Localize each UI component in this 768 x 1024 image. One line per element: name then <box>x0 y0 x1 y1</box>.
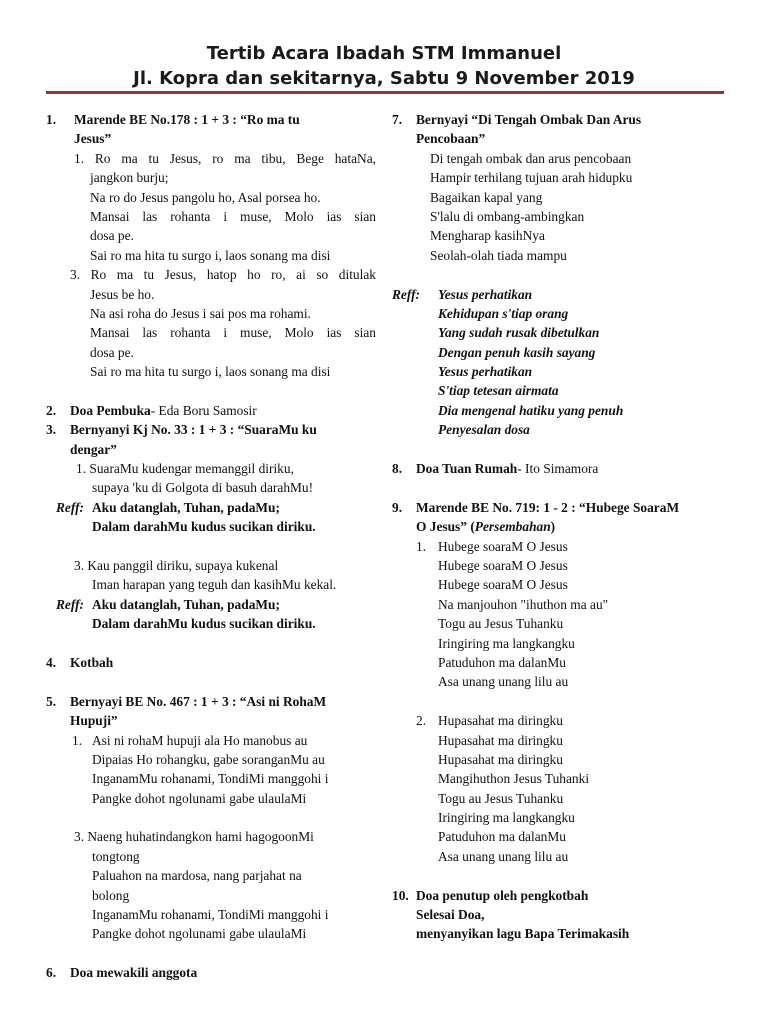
lyric-line <box>392 537 728 556</box>
verse-number: 1. <box>416 538 427 554</box>
item-title-cont: dengar” <box>70 441 117 457</box>
reff-text: Penyesalan dosa <box>438 422 530 438</box>
lyric-line: supaya 'ku di Golgota di basuh darahMu! <box>92 480 314 496</box>
lyric-line: dosa pe. <box>90 344 134 360</box>
reff-label: Reff: <box>392 286 421 302</box>
lyric-line: Na ro do Jesus pangolu ho, Asal porsea ho. <box>90 189 321 205</box>
left-column <box>46 110 376 983</box>
item-10-heading <box>392 886 728 905</box>
lyric-line: Hupasahat ma diringku <box>438 751 563 767</box>
item-number: 8. <box>392 461 403 477</box>
item-title: Doa penutup oleh pengkotbah <box>416 887 589 903</box>
item-6-heading <box>46 963 376 982</box>
lyric-line: 3. Naeng huhatindangkon hami hagogoonMi <box>74 829 314 845</box>
reff-text: Dengan penuh kasih sayang <box>438 344 596 360</box>
lyric-line: Mangihuthon Jesus Tuhanki <box>438 771 590 787</box>
reff-line <box>46 498 376 517</box>
lyric-line: Hupasahat ma diringku <box>438 732 563 748</box>
lyric-line: Bagaikan kapal yang <box>430 189 543 205</box>
item-person: - Ito Simamora <box>517 461 599 477</box>
lyric-line: 3. Ro ma tu Jesus, hatop ho ro, ai so ditulak <box>70 267 376 283</box>
lyric-line: Seolah-olah tiada mampu <box>430 247 567 263</box>
item-title: Marende BE No. 719: 1 - 2 : “Hubege SoaraM <box>416 499 680 515</box>
reff-label: Reff: <box>56 596 85 612</box>
verse-number: 1. <box>72 732 83 748</box>
item-5-heading <box>46 692 376 711</box>
lyric-line: Na manjouhon "ihuthon ma au" <box>438 596 609 612</box>
lyric-line: 1. SuaraMu kudengar memanggil diriku, <box>76 461 294 477</box>
lyric-line: Mansai las rohanta i muse, Molo ias sian <box>90 208 376 224</box>
item-title: Doa Tuan Rumah <box>416 461 518 477</box>
lyric-line: jangkon burju; <box>90 170 169 186</box>
lyric-line: Paluahon na mardosa, nang parjahat na <box>92 868 302 884</box>
lyric-line: Mengharap kasihNya <box>430 228 545 244</box>
page-title: Tertib Acara Ibadah STM Immanuel <box>206 43 562 64</box>
item-person: - Eda Boru Samosir <box>150 402 257 418</box>
item-number: 6. <box>46 965 57 981</box>
right-column <box>392 110 728 944</box>
lyric-line: Sai ro ma hita tu surgo i, laos sonang ma disi <box>90 247 331 263</box>
lyric-line: 1. Ro ma tu Jesus, ro ma tibu, Bege hataNa, <box>74 150 376 166</box>
reff-text: Aku datanglah, Tuhan, padaMu; <box>92 499 280 515</box>
item-2-heading <box>46 401 376 420</box>
item-8-heading <box>392 459 728 478</box>
item-4-heading <box>46 653 376 672</box>
lyric-text: Asi ni rohaM hupuji ala Ho manobus au <box>92 732 308 748</box>
reff-line <box>392 285 728 304</box>
closing-line: menyanyikan lagu Bapa Terimakasih <box>416 926 630 942</box>
reff-text: Yesus perhatikan <box>438 286 533 302</box>
item-number: 7. <box>392 112 403 127</box>
item-number: 1. <box>46 112 57 127</box>
lyric-line: InganamMu rohanami, TondiMi manggohi i <box>92 771 329 787</box>
item-9-heading <box>392 498 728 517</box>
lyric-line: Pangke dohot ngolunami gabe ulaulaMi <box>92 790 307 806</box>
lyric-text: Hubege soaraM O Jesus <box>438 538 568 554</box>
lyric-line: Di tengah ombak dan arus pencobaan <box>430 150 632 166</box>
lyric-line: Asa unang unang lilu au <box>438 674 569 690</box>
lyric-line: tongtong <box>92 848 140 864</box>
reff-text: Aku datanglah, Tuhan, padaMu; <box>92 596 280 612</box>
lyric-line: Patuduhon ma dalanMu <box>438 654 566 670</box>
item-title: Doa mewakili anggota <box>70 965 198 981</box>
lyric-line: Na asi roha do Jesus i sai pos ma rohami. <box>90 305 311 321</box>
lyric-line: Pangke dohot ngolunami gabe ulaulaMi <box>92 926 307 942</box>
item-title-cont: Jesus” <box>74 131 112 147</box>
lyric-line: Togu au Jesus Tuhanku <box>438 616 564 632</box>
lyric-line <box>392 711 728 730</box>
reff-text: Yesus perhatikan <box>438 364 533 380</box>
lyric-line: Hubege soaraM O Jesus <box>438 577 568 593</box>
item-title-cont: Hupuji” <box>70 713 118 729</box>
item-title: Bernyanyi Kj No. 33 : 1 + 3 : “SuaraMu ku <box>70 422 317 438</box>
lyric-text: Hupasahat ma diringku <box>438 713 563 729</box>
item-title: Marende BE No.178 : 1 + 3 : “Ro ma tu <box>74 112 300 127</box>
reff-text: Dia mengenal hatiku yang penuh <box>438 402 624 418</box>
lyric-line <box>46 731 376 750</box>
reff-text: Kehidupan s'tiap orang <box>438 305 569 321</box>
item-number: 9. <box>392 499 403 515</box>
reff-text: Dalam darahMu kudus sucikan diriku. <box>92 519 316 535</box>
item-1-heading <box>46 110 376 129</box>
header-divider <box>46 91 724 94</box>
lyric-line: Iman harapan yang teguh dan kasihMu kekal. <box>92 577 337 593</box>
lyric-line: Dipaias Ho rohangku, gabe soranganMu au <box>92 751 325 767</box>
item-title-cont: O Jesus” (Persembahan) <box>416 519 556 535</box>
verse-number: 2. <box>416 713 427 729</box>
lyric-line: Sai ro ma hita tu surgo i, laos sonang ma disi <box>90 364 331 380</box>
lyric-line: Hubege soaraM O Jesus <box>438 557 568 573</box>
lyric-line: Iringiring ma langkangku <box>438 635 575 651</box>
lyric-line: Mansai las rohanta i muse, Molo ias sian <box>90 325 376 341</box>
item-title: Bernyayi “Di Tengah Ombak Dan Arus <box>416 112 642 127</box>
item-number: 4. <box>46 654 57 670</box>
lyric-line: Iringiring ma langkangku <box>438 810 575 826</box>
item-title: Doa Pembuka <box>70 402 151 418</box>
page-subtitle: Jl. Kopra dan sekitarnya, Sabtu 9 November 2019 <box>133 68 635 89</box>
reff-line <box>46 595 376 614</box>
document-header <box>0 41 768 91</box>
lyric-line: dosa pe. <box>90 228 134 244</box>
lyric-line: Asa unang unang lilu au <box>438 848 569 864</box>
lyric-line: InganamMu rohanami, TondiMi manggohi i <box>92 907 329 923</box>
reff-label: Reff: <box>56 499 85 515</box>
lyric-line: Hampir terhilang tujuan arah hidupku <box>430 170 633 186</box>
item-title: Bernyayi BE No. 467 : 1 + 3 : “Asi ni RohaM <box>70 693 327 709</box>
reff-text: S'tiap tetesan airmata <box>438 383 559 399</box>
item-number: 5. <box>46 693 57 709</box>
lyric-line: S'lalu di ombang-ambingkan <box>430 208 585 224</box>
lyric-line: Patuduhon ma dalanMu <box>438 829 566 845</box>
item-title-cont: Pencobaan” <box>416 131 486 147</box>
reff-text: Yang sudah rusak dibetulkan <box>438 325 600 341</box>
item-number: 3. <box>46 422 57 438</box>
item-7-heading <box>392 110 728 129</box>
lyric-line: Jesus be ho. <box>90 286 155 302</box>
reff-text: Dalam darahMu kudus sucikan diriku. <box>92 616 316 632</box>
lyric-line: 3. Kau panggil diriku, supaya kukenal <box>74 557 279 573</box>
lyric-line: Togu au Jesus Tuhanku <box>438 790 564 806</box>
lyric-line: bolong <box>92 887 130 903</box>
closing-line: Selesai Doa, <box>416 907 485 923</box>
item-title: Kotbah <box>70 654 114 670</box>
item-number: 2. <box>46 402 57 418</box>
item-number: 10. <box>392 887 409 903</box>
item-3-heading <box>46 420 376 439</box>
